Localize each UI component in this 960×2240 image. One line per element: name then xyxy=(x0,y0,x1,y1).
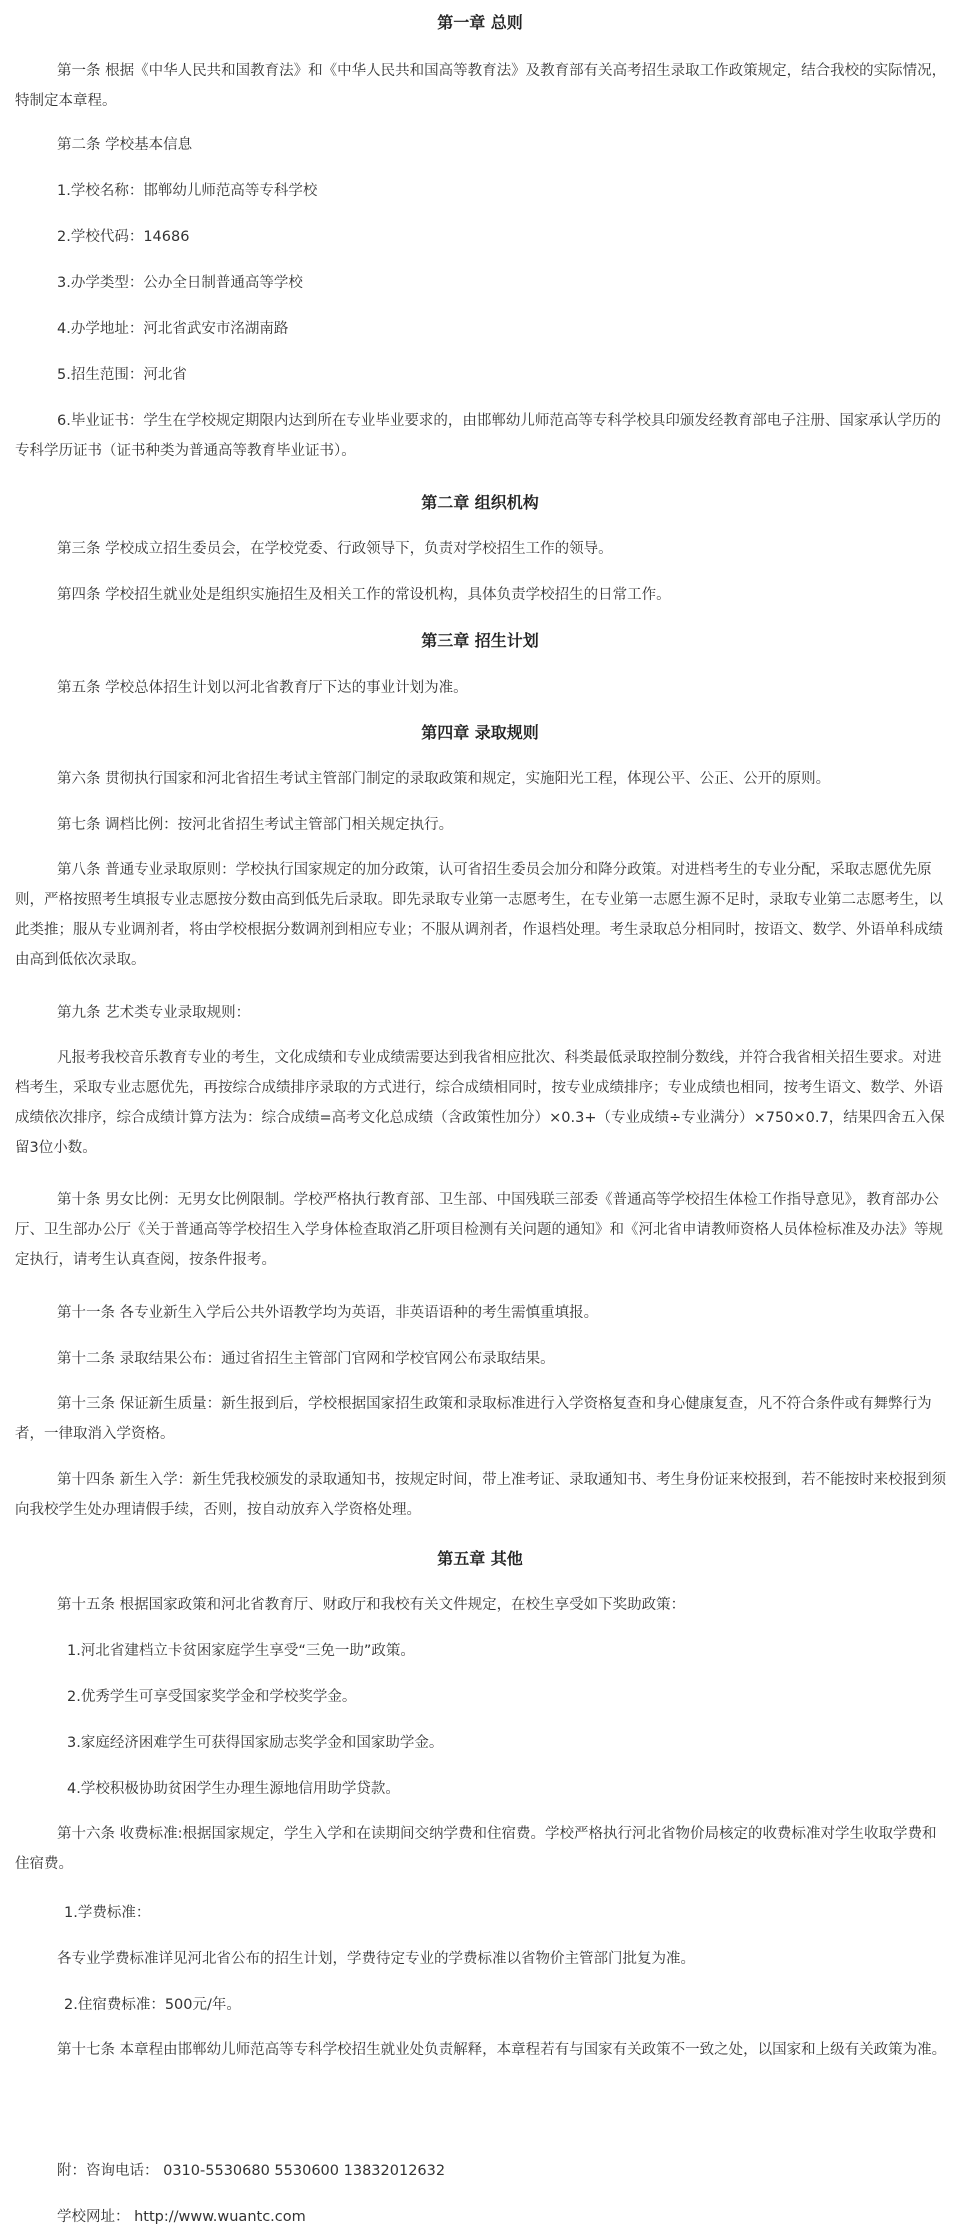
school-website: 学校网址： http://www.wuantc.com xyxy=(57,2209,306,2225)
article-1: 第一条 根据《中华人民共和国教育法》和《中华人民共和国高等教育法》及教育部有关高考招生录取工作政策规定，结合我校的实际情况，特制定本章程。 xyxy=(15,63,947,109)
article-16: 第十六条 收费标准:根据国家规定，学生入学和在读期间交纳学费和住宿费。学校严格执行河北省物价局核定的收费标准对学生收取学费和住宿费。 xyxy=(15,1826,937,1872)
chapter-heading-4: 第四章 录取规则 xyxy=(421,723,539,742)
article-17: 第十七条 本章程由邯郸幼儿师范高等专科学校招生就业处负责解释，本章程若有与国家有关政策不一致之处，以国家和上级有关政策为准。 xyxy=(57,2042,947,2058)
article-14: 第十四条 新生入学：新生凭我校颁发的录取通知书，按规定时间，带上准考证、录取通知书、考生身份证来校报到，若不能按时来校报到须向我校学生处办理请假手续，否则，按自动放弃入学资格处理。 xyxy=(15,1472,947,1518)
article-7: 第七条 调档比例：按河北省招生考试主管部门相关规定执行。 xyxy=(57,817,454,833)
article-3: 第三条 学校成立招生委员会，在学校党委、行政领导下，负责对学校招生工作的领导。 xyxy=(57,541,613,557)
article-8: 第八条 普通专业录取原则：学校执行国家规定的加分政策，认可省招生委员会加分和降分政策。对进档考生的专业分配，采取志愿优先原则，严格按照考生填报专业志愿按分数由高到低先后录取。即先录取专业第一志愿考生，在专业第一志愿生源不足时，录取专业第二志愿考生，以此类推；服从专业调剂者，将由学校根据分数调剂到相应专业；不服从调剂者，作退档处理。考生录取总分相同时，按语文、数学、外语单科成绩由高到低依次录取。 xyxy=(15,862,943,968)
fee-standard-1-body: 各专业学费标准详见河北省公布的招生计划，学费待定专业的学费标准以省物价主管部门批复为准。 xyxy=(57,1951,695,1967)
info-school-code: 2.学校代码：14686 xyxy=(57,229,190,245)
article-5: 第五条 学校总体招生计划以河北省教育厅下达的事业计划为准。 xyxy=(57,680,468,696)
contact-phone: 附：咨询电话： 0310-5530680 5530600 13832012632 xyxy=(57,2163,446,2179)
aid-policy-4: 4.学校积极协助贫困学生办理生源地信用助学贷款。 xyxy=(67,1781,400,1797)
fee-standard-1: 1.学费标准： xyxy=(64,1905,151,1921)
article-4: 第四条 学校招生就业处是组织实施招生及相关工作的常设机构，具体负责学校招生的日常工作。 xyxy=(57,587,671,603)
article-6: 第六条 贯彻执行国家和河北省招生考试主管部门制定的录取政策和规定，实施阳光工程，体现公平、公正、公开的原则。 xyxy=(57,771,831,787)
article-9: 第九条 艺术类专业录取规则： xyxy=(57,1005,251,1021)
article-15: 第十五条 根据国家政策和河北省教育厅、财政厅和我校有关文件规定，在校生享受如下奖助政策： xyxy=(57,1597,686,1613)
chapter-heading-1: 第一章 总则 xyxy=(437,13,523,32)
article-10: 第十条 男女比例：无男女比例限制。学校严格执行教育部、卫生部、中国残联三部委《普通高等学校招生体检工作指导意见》，教育部办公厅、卫生部办公厅《关于普通高等学校招生入学身体检查取消乙肝项目检测有关问题的通知》和《河北省申请教师资格人员体检标准及办法》等规定执行，请考生认真查阅，按条件报考。 xyxy=(15,1192,943,1268)
info-diploma: 6.毕业证书：学生在学校规定期限内达到所在专业毕业要求的，由邯郸幼儿师范高等专科学校具印颁发经教育部电子注册、国家承认学历的专科学历证书（证书种类为普通高等教育毕业证书）。 xyxy=(15,413,941,459)
article-11: 第十一条 各专业新生入学后公共外语教学均为英语，非英语语种的考生需慎重填报。 xyxy=(57,1305,599,1321)
info-enrollment-scope: 5.招生范围：河北省 xyxy=(57,367,187,383)
chapter-heading-2: 第二章 组织机构 xyxy=(421,493,539,512)
aid-policy-2: 2.优秀学生可享受国家奖学金和学校奖学金。 xyxy=(67,1689,357,1705)
aid-policy-3: 3.家庭经济困难学生可获得国家励志奖学金和国家助学金。 xyxy=(67,1735,444,1751)
article-2: 第二条 学校基本信息 xyxy=(57,137,193,153)
info-school-type: 3.办学类型：公办全日制普通高等学校 xyxy=(57,275,303,291)
info-school-address: 4.办学地址：河北省武安市洺湖南路 xyxy=(57,321,289,337)
article-13: 第十三条 保证新生质量：新生报到后，学校根据国家招生政策和录取标准进行入学资格复查和身心健康复查，凡不符合条件或有舞弊行为者，一律取消入学资格。 xyxy=(15,1396,932,1442)
fee-standard-2: 2.住宿费标准：500元/年。 xyxy=(64,1997,241,2013)
article-9-body: 凡报考我校音乐教育专业的考生，文化成绩和专业成绩需要达到我省相应批次、科类最低录取控制分数线，并符合我省相关招生要求。对进档考生，采取专业志愿优先，再按综合成绩排序录取的方式进行，综合成绩相同时，按专业成绩排序；专业成绩也相同，按考生语文、数学、外语成绩依次排序，综合成绩计算方法为：综合成绩=高考文化总成绩（含政策性加分）×0.3+（专业成绩÷专业满分）×750×0.7，结果四舍五入保留3位小数。 xyxy=(15,1050,945,1156)
info-school-name: 1.学校名称：邯郸幼儿师范高等专科学校 xyxy=(57,183,318,199)
chapter-heading-3: 第三章 招生计划 xyxy=(421,631,539,650)
article-12: 第十二条 录取结果公布：通过省招生主管部门官网和学校官网公布录取结果。 xyxy=(57,1351,555,1367)
chapter-heading-5: 第五章 其他 xyxy=(437,1549,523,1568)
aid-policy-1: 1.河北省建档立卡贫困家庭学生享受“三免一助”政策。 xyxy=(67,1643,415,1659)
